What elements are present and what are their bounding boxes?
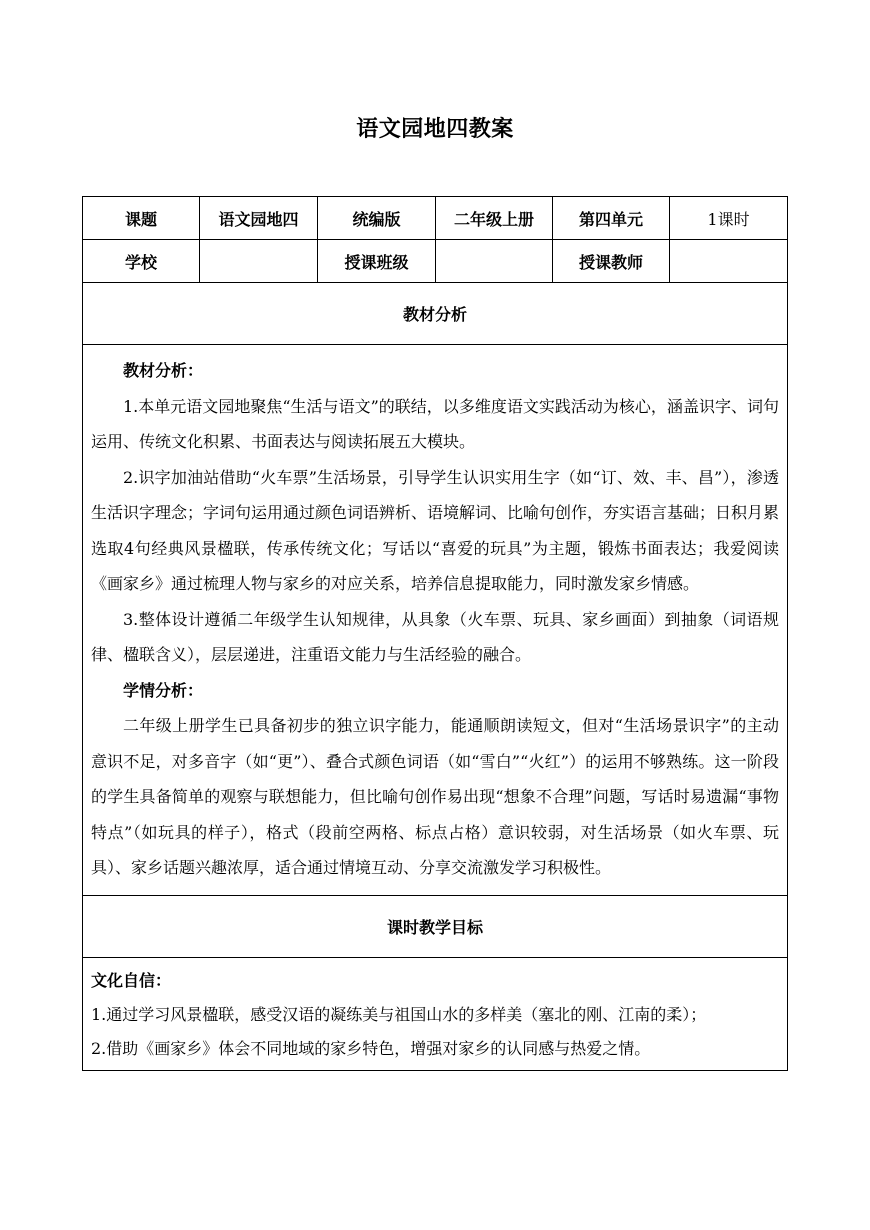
section-analysis-body	[83, 345, 788, 896]
subheading-material: 教材分析：	[123, 361, 204, 380]
section-goals-body	[83, 957, 788, 1070]
cell-class-label: 授课班级	[318, 240, 436, 283]
section-goals-heading: 课时教学目标	[83, 895, 788, 957]
cell-periods: 1课时	[670, 197, 788, 240]
paragraph-1: 1.本单元语文园地聚焦“生活与语文”的联结，以多维度语文实践活动为核心，涵盖识字、词句运用、传统文化积累、书面表达与阅读拓展五大模块。	[91, 396, 779, 451]
cell-class-value	[436, 240, 553, 283]
section-analysis-heading: 教材分析	[83, 283, 788, 345]
section-goals-heading-row	[83, 895, 788, 957]
lesson-plan-table	[82, 196, 788, 1071]
header-row-2	[83, 240, 788, 283]
cell-teacher-label: 授课教师	[553, 240, 670, 283]
paragraph-4: 二年级上册学生已具备初步的独立识字能力，能通顺朗读短文，但对“生活场景识字”的主动意识不足，对多音字（如“更”）、叠合式颜色词语（如“雪白”“火红”）的运用不够熟练。这一阶段的学生具备简单的观察与联想能力，但比喻句创作易出现“想象不合理”问题，写话时易遗漏“事物特点”（如玩具的样子），格式（段前空两格、标点占格）意识较弱，对生活场景（如火车票、玩具）、家乡话题兴趣浓厚，适合通过情境互动、分享交流激发学习积极性。	[91, 716, 779, 877]
paragraph-2: 2.识字加油站借助“火车票”生活场景，引导学生认识实用生字（如“订、效、丰、昌”），渗透生活识字理念；字词句运用通过颜色词语辨析、语境解词、比喻句创作，夯实语言基础；日积月累选取4句经典风景楹联，传承传统文化；写话以“喜爱的玩具”为主题，锻炼书面表达；我爱阅读《画家乡》通过梳理人物与家乡的对应关系，培养信息提取能力，同时激发家乡情感。	[91, 467, 780, 593]
cell-school-value	[200, 240, 318, 283]
section-goals-body-row	[83, 957, 788, 1070]
cell-edition: 统编版	[318, 197, 436, 240]
cell-topic-value: 语文园地四	[200, 197, 318, 240]
section-analysis-body-row	[83, 345, 788, 896]
header-row-1	[83, 197, 788, 240]
cell-teacher-value	[670, 240, 788, 283]
goal-1: 1.通过学习风景楹联，感受汉语的凝练美与祖国山水的多样美（塞北的刚、江南的柔）；	[91, 1004, 707, 1024]
cell-unit: 第四单元	[553, 197, 670, 240]
goal-2: 2.借助《画家乡》体会不同地域的家乡特色，增强对家乡的认同感与热爱之情。	[91, 1038, 651, 1058]
subheading-students: 学情分析：	[123, 680, 204, 700]
cell-grade: 二年级上册	[436, 197, 553, 240]
cell-school-label: 学校	[83, 240, 200, 283]
document-title: 语文园地四教案	[356, 116, 514, 142]
section-analysis-heading-row	[83, 283, 788, 345]
paragraph-3: 3.整体设计遵循二年级学生认知规律，从具象（火车票、玩具、家乡画面）到抽象（词语规律、楹联含义），层层递进，注重语文能力与生活经验的融合。	[91, 609, 779, 664]
subheading-culture: 文化自信：	[91, 970, 172, 990]
cell-topic-label: 课题	[83, 197, 200, 240]
